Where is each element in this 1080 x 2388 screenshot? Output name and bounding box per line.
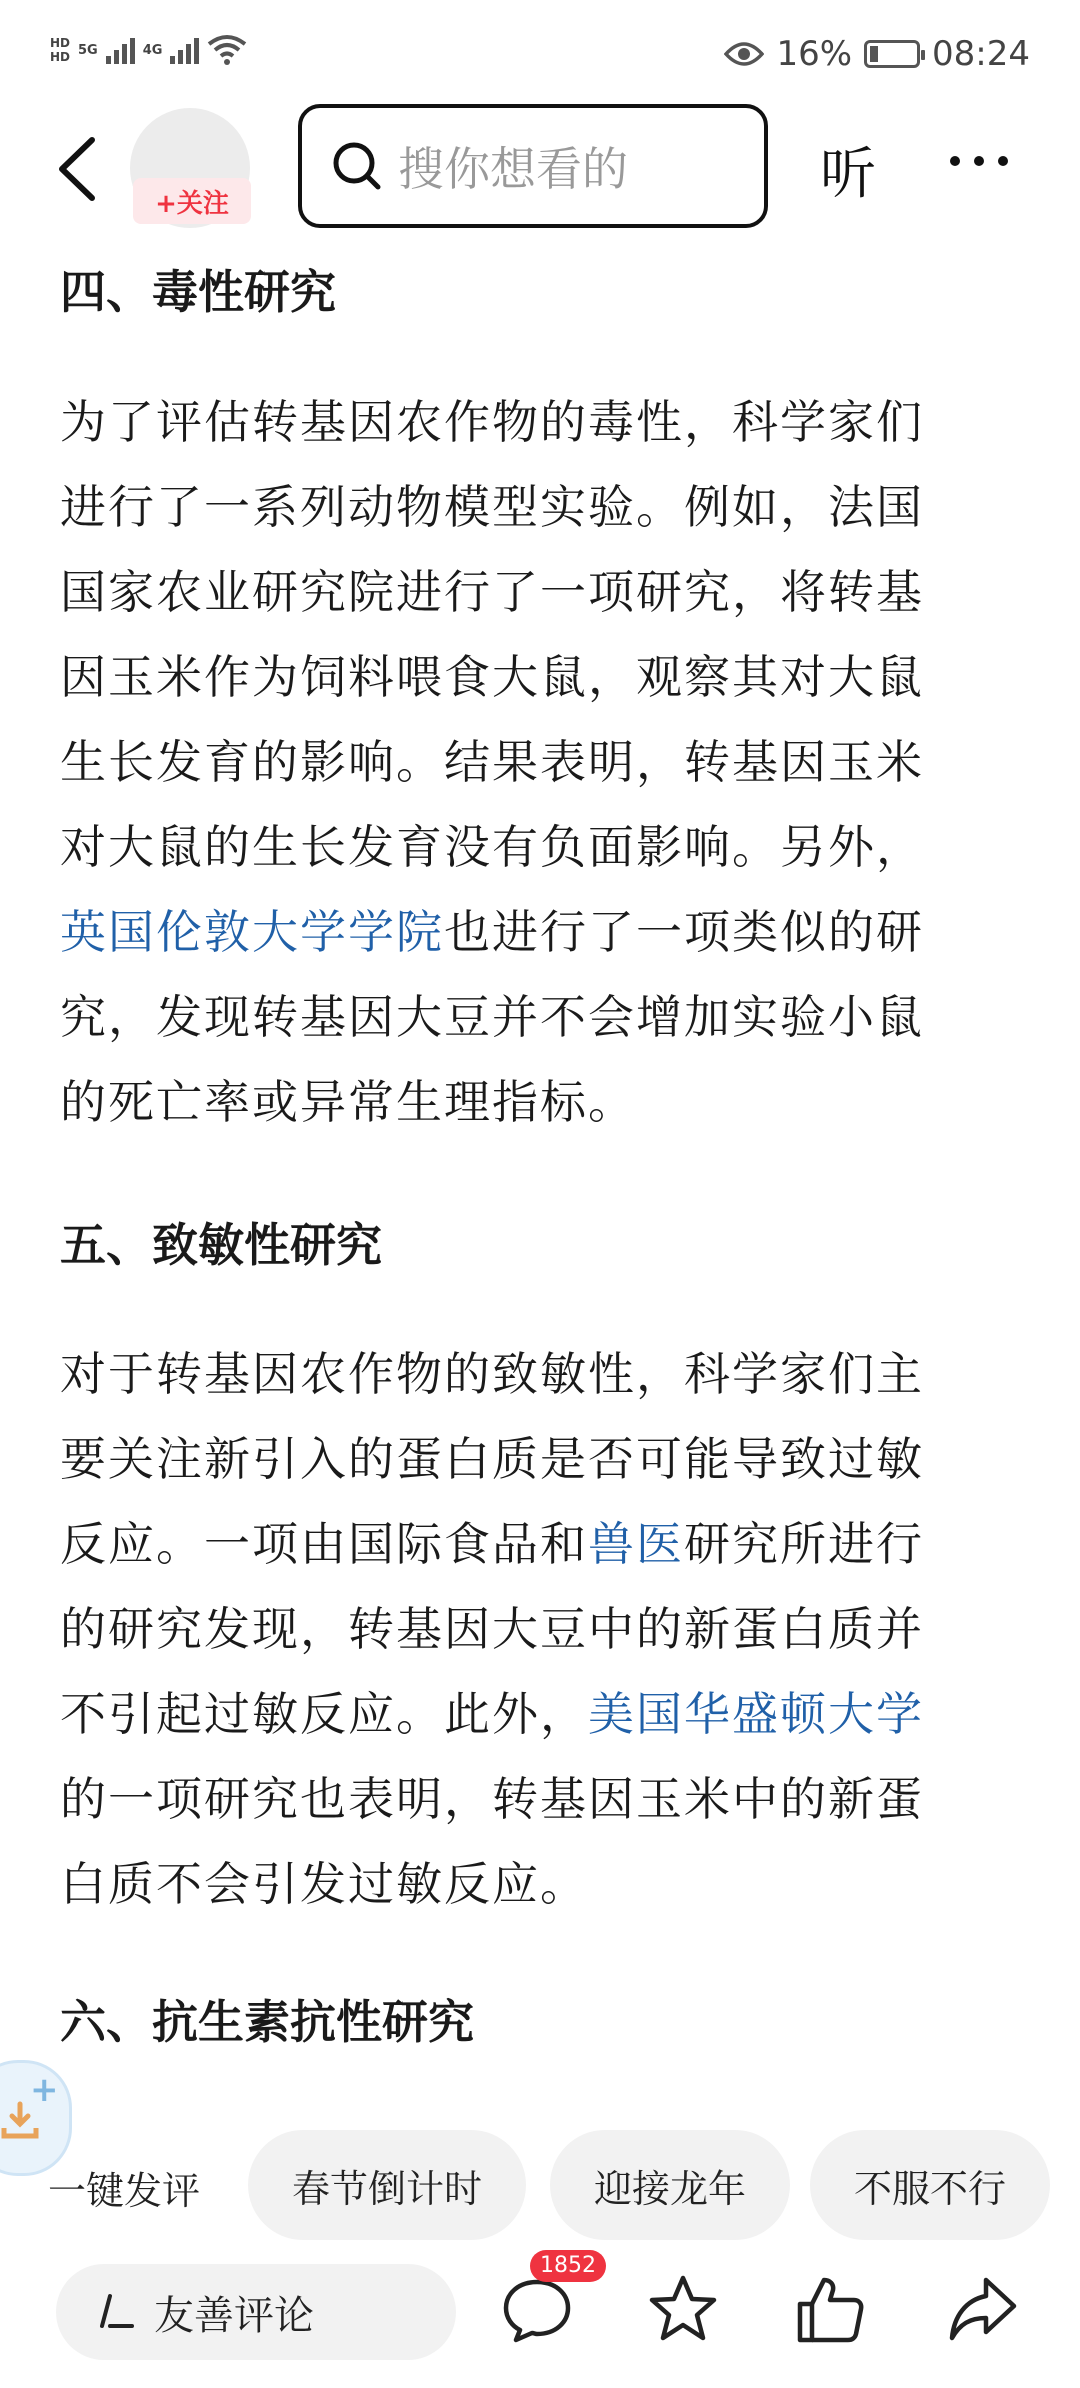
paragraph-line: 为了评估转基因农作物的毒性，科学家们 — [60, 395, 924, 449]
plus-icon: + — [30, 2070, 59, 2110]
comment-input[interactable] — [56, 2264, 456, 2360]
signal-icon — [106, 36, 135, 64]
quick-comment-label[interactable]: 一键发评 — [48, 2169, 201, 2213]
eye-icon — [724, 40, 764, 68]
paragraph-line: 生长发育的影响。结果表明，转基因玉米 — [60, 735, 924, 789]
paragraph-line: 的一项研究也表明，转基因玉米中的新蛋 — [60, 1772, 924, 1826]
chip-item[interactable]: 迎接龙年 — [550, 2130, 790, 2240]
search-icon — [330, 139, 384, 193]
share-icon[interactable] — [946, 2272, 1020, 2346]
clock: 08:24 — [932, 34, 1030, 74]
status-bar — [0, 0, 1080, 100]
entity-link-vet[interactable]: 兽医 — [588, 1517, 684, 1571]
hd-indicator — [50, 36, 70, 64]
paragraph-line: 国家农业研究院进行了一项研究，将转基 — [60, 565, 924, 619]
entity-link-uw[interactable]: 美国华盛顿大学 — [588, 1687, 924, 1741]
paragraph-line: 不引起过敏反应。此外，美国华盛顿大学 — [60, 1687, 924, 1741]
top-nav — [0, 100, 1080, 240]
hd-label-1: HD — [50, 36, 71, 50]
comment-placeholder: 友善评论 — [154, 2292, 314, 2339]
paragraph-line: 白质不会引发过敏反应。 — [60, 1857, 588, 1911]
paragraph-line: 究，发现转基因大豆并不会增加实验小鼠 — [60, 990, 924, 1044]
signal-icon-2 — [170, 36, 199, 64]
battery-percent: 16% — [776, 34, 853, 74]
like-thumb-icon[interactable] — [792, 2272, 866, 2346]
paragraph-line: 对大鼠的生长发育没有负面影响。另外， — [60, 820, 924, 874]
battery-icon — [864, 40, 920, 68]
comment-icon[interactable] — [500, 2272, 574, 2346]
back-arrow-icon[interactable] — [48, 134, 108, 204]
network-5g-label: 5G — [78, 42, 98, 58]
wifi-icon — [207, 34, 247, 66]
paragraph-line: 因玉米作为饲料喂食大鼠，观察其对大鼠 — [60, 650, 924, 704]
status-left — [50, 34, 247, 66]
paragraph-line: 反应。一项由国际食品和兽医研究所进行 — [60, 1517, 924, 1571]
status-right — [724, 34, 1030, 74]
hd-label-2: HD — [50, 50, 71, 64]
pen-icon — [96, 2292, 136, 2332]
section-heading: 六、抗生素抗性研究 — [60, 1995, 474, 2049]
search-placeholder: 搜你想看的 — [398, 142, 628, 196]
paragraph-line: 的死亡率或异常生理指标。 — [60, 1075, 636, 1129]
section-heading: 四、毒性研究 — [60, 265, 336, 319]
paragraph-line: 英国伦敦大学学院也进行了一项类似的研 — [60, 905, 924, 959]
quick-comment-chips — [0, 2130, 1080, 2240]
chip-item[interactable]: 不服不行 — [810, 2130, 1050, 2240]
more-options-icon[interactable] — [950, 156, 1008, 166]
section-heading: 五、致敏性研究 — [60, 1218, 382, 1272]
favorite-star-icon[interactable] — [646, 2272, 720, 2346]
search-input[interactable] — [298, 104, 768, 228]
chip-item[interactable]: 春节倒计时 — [248, 2130, 526, 2240]
paragraph-line: 对于转基因农作物的致敏性，科学家们主 — [60, 1347, 924, 1401]
paragraph-line: 的研究发现，转基因大豆中的新蛋白质并 — [60, 1602, 924, 1656]
paragraph-line: 进行了一系列动物模型实验。例如，法国 — [60, 480, 924, 534]
entity-link-ucl[interactable]: 英国伦敦大学学院 — [60, 905, 444, 959]
paragraph-line: 要关注新引入的蛋白质是否可能导致过敏 — [60, 1432, 924, 1486]
listen-button[interactable]: 听 — [820, 142, 876, 207]
network-4g-label: 4G — [142, 42, 163, 58]
follow-button[interactable]: +关注 — [133, 178, 251, 224]
comment-count-badge: 1852 — [530, 2250, 606, 2282]
